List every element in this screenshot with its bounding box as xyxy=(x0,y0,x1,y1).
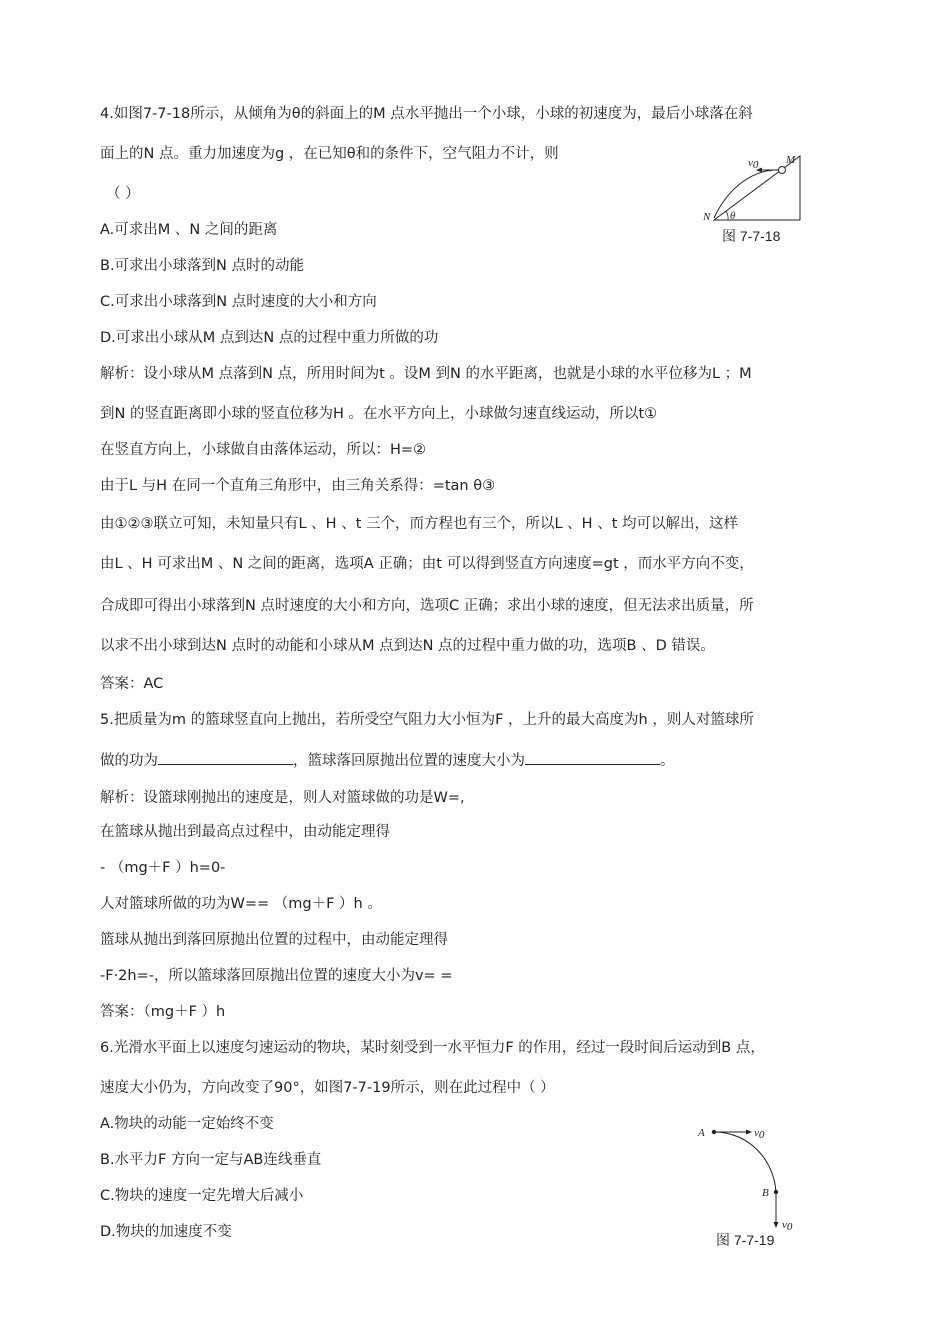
q4-solution-line3: 在竖直方向上，小球做自由落体运动，所以：H=② xyxy=(100,442,427,458)
q4-stem-line2: 面上的N 点。重力加速度为g ，在已知θ和的条件下，空气阻力不计，则 xyxy=(100,146,559,162)
q5-solution-line3: - （mg＋F ）h=0- xyxy=(100,860,226,876)
q5-answer: 答案：（mg＋F ）h xyxy=(100,1004,226,1020)
q5-solution-line4: 人对篮球所做的功为W== （mg＋F ）h 。 xyxy=(100,896,382,912)
q4-answer: 答案：AC xyxy=(100,676,164,692)
q5-blank-2 xyxy=(525,750,660,765)
label-B: B xyxy=(762,1187,769,1199)
velocity-arrowhead-b xyxy=(774,1222,779,1228)
label-theta: θ xyxy=(730,210,736,222)
point-A xyxy=(712,1130,716,1134)
label-M: M xyxy=(786,154,796,166)
q4-solution-line5: 由①②③联立可知，未知量只有L 、H 、t 三个，而方程也有三个，所以L 、H 、t 均可以解出，这样 xyxy=(100,516,738,532)
q6-option-b: B.水平力F 方向一定与AB连线垂直 xyxy=(100,1152,322,1168)
q6-option-a: A.物块的动能一定始终不变 xyxy=(100,1116,274,1132)
figure-7-7-18 xyxy=(698,148,808,224)
q5-solution-line1: 解析：设篮球刚抛出的速度是，则人对篮球做的功是W=, xyxy=(100,790,465,806)
q4-option-d: D.可求出小球从M 点到达N 点的过程中重力所做的功 xyxy=(100,330,439,346)
q4-option-b: B.可求出小球落到N 点时的动能 xyxy=(100,258,305,274)
q5-solution-line2: 在篮球从抛出到最高点过程中，由动能定理得 xyxy=(100,824,390,840)
angle-arc xyxy=(726,211,728,220)
figure-7-7-19 xyxy=(694,1120,804,1232)
q4-solution-line8: 以求不出小球到达N 点时的动能和小球从M 点到达N 点的过程中重力做的功，选项B 、D 错误。 xyxy=(100,638,715,654)
q4-solution-line4: 由于L 与H 在同一个直角三角形中，由三角关系得：=tan θ③ xyxy=(100,478,496,494)
label-A: A xyxy=(698,1127,705,1139)
velocity-arrowhead-a xyxy=(746,1130,752,1135)
label-N: N xyxy=(703,211,711,223)
q4-option-c: C.可求出小球落到N 点时速度的大小和方向 xyxy=(100,294,377,310)
q4-answer-paren: （ ） xyxy=(106,186,140,202)
q4-solution-line1: 解析：设小球从M 点落到N 点，所用时间为t 。设M 到N 的水平距离，也就是小球的水平位移为L ；M xyxy=(100,366,752,382)
q5-stem-line2 xyxy=(100,750,675,771)
q5-stem-part2: ，篮球落回原抛出位置的速度大小为 xyxy=(293,753,525,769)
q5-stem-part3: 。 xyxy=(660,753,675,769)
label-v0: v0 xyxy=(748,157,759,171)
q5-stem-part1: 做的功为 xyxy=(100,753,158,769)
figure-7-7-18-caption: 图 7-7-18 xyxy=(722,228,781,244)
q6-option-c: C.物块的速度一定先增大后减小 xyxy=(100,1188,304,1204)
q5-stem-line1: 5.把质量为m 的篮球竖直向上抛出，若所受空气阻力大小恒为F ，上升的最大高度为h ，则人对篮球所 xyxy=(100,712,754,728)
q4-solution-line2: 到N 的竖直距离即小球的竖直位移为H 。在水平方向上，小球做匀速直线运动，所以t① xyxy=(100,406,658,422)
label-v0-b: v0 xyxy=(782,1219,793,1232)
ball xyxy=(779,167,786,174)
q4-solution-line6: 由L 、H 可求出M 、N 之间的距离，选项A 正确；由t 可以得到竖直方向速度=gt ，而水平方向不变， xyxy=(100,556,754,572)
q4-option-a: A.可求出M 、N 之间的距离 xyxy=(100,222,278,238)
point-B xyxy=(774,1190,778,1194)
q6-stem-line2: 速度大小仍为，方向改变了90°，如图7-7-19所示，则在此过程中（ ） xyxy=(100,1080,555,1096)
q5-solution-line6: -F·2h=-，所以篮球落回原抛出位置的速度大小为v= = xyxy=(100,968,453,984)
q5-solution-line5: 篮球从抛出到落回原抛出位置的过程中，由动能定理得 xyxy=(100,932,448,948)
q5-blank-1 xyxy=(158,750,293,765)
q6-option-d: D.物块的加速度不变 xyxy=(100,1224,232,1240)
q4-stem-line1: 4.如图7-7-18所示，从倾角为θ的斜面上的M 点水平抛出一个小球，小球的初速度为，最后小球落在斜 xyxy=(100,106,753,122)
q6-stem-line1: 6.光滑水平面上以速度匀速运动的物块，某时刻受到一水平恒力F 的作用，经过一段时间后运动到B 点， xyxy=(100,1040,765,1056)
label-v0-a: v0 xyxy=(754,1127,765,1141)
path-curve xyxy=(714,1132,776,1192)
figure-7-7-19-caption: 图 7-7-19 xyxy=(716,1232,775,1248)
q4-solution-line7: 合成即可得出小球落到N 点时速度的大小和方向，选项C 正确；求出小球的速度，但无法求出质量，所 xyxy=(100,598,754,614)
